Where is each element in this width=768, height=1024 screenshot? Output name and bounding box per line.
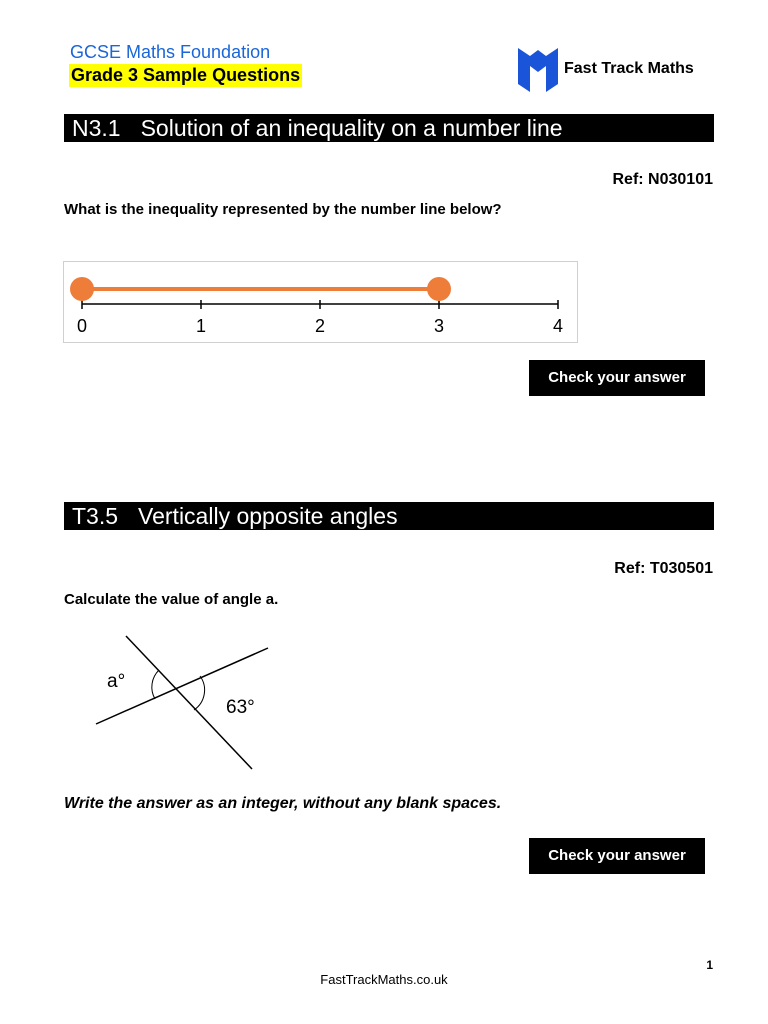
check-answer-button[interactable]: Check your answer <box>529 838 705 874</box>
tick-label: 2 <box>314 316 326 336</box>
angle-arc-63 <box>194 676 205 710</box>
closed-endpoint-right <box>427 277 451 301</box>
section-banner-t35 <box>64 502 714 530</box>
page-number: 1 <box>706 958 713 972</box>
grade-label: Grade 3 Sample Questions <box>71 65 301 85</box>
ftm-logo-icon <box>516 44 560 94</box>
brand <box>516 44 716 96</box>
number-line-figure <box>63 261 578 343</box>
answer-instruction: Write the answer as an integer, without any blank spaces. <box>64 795 502 812</box>
question-ref: Ref: N030101 <box>612 171 713 188</box>
tick-label: 1 <box>195 316 207 336</box>
tick-label: 4 <box>552 316 564 336</box>
question-ref: Ref: T030501 <box>614 560 713 577</box>
angle-label-a: a° <box>107 671 126 692</box>
angle-label-63: 63° <box>226 697 255 718</box>
check-answer-button[interactable]: Check your answer <box>529 360 705 396</box>
tick-label: 3 <box>433 316 445 336</box>
section-banner-n31 <box>64 114 714 142</box>
angles-diagram <box>90 628 280 773</box>
section-title: Solution of an inequality on a number line <box>140 115 563 141</box>
document-subtitle: GCSE Maths Foundation <box>70 42 271 62</box>
section-title: Vertically opposite angles <box>138 503 398 529</box>
angle-arc-a <box>152 670 159 699</box>
brand-name: Fast Track Maths <box>564 60 694 77</box>
closed-endpoint-left <box>70 277 94 301</box>
question-text: What is the inequality represented by the number line below? <box>64 201 502 218</box>
section-code: N3.1 <box>72 115 121 141</box>
question-text: Calculate the value of angle a. <box>64 591 279 608</box>
section-code: T3.5 <box>72 503 119 529</box>
footer-site: FastTrackMaths.co.uk <box>320 972 448 987</box>
number-line <box>64 262 577 342</box>
tick-label: 0 <box>76 316 88 336</box>
